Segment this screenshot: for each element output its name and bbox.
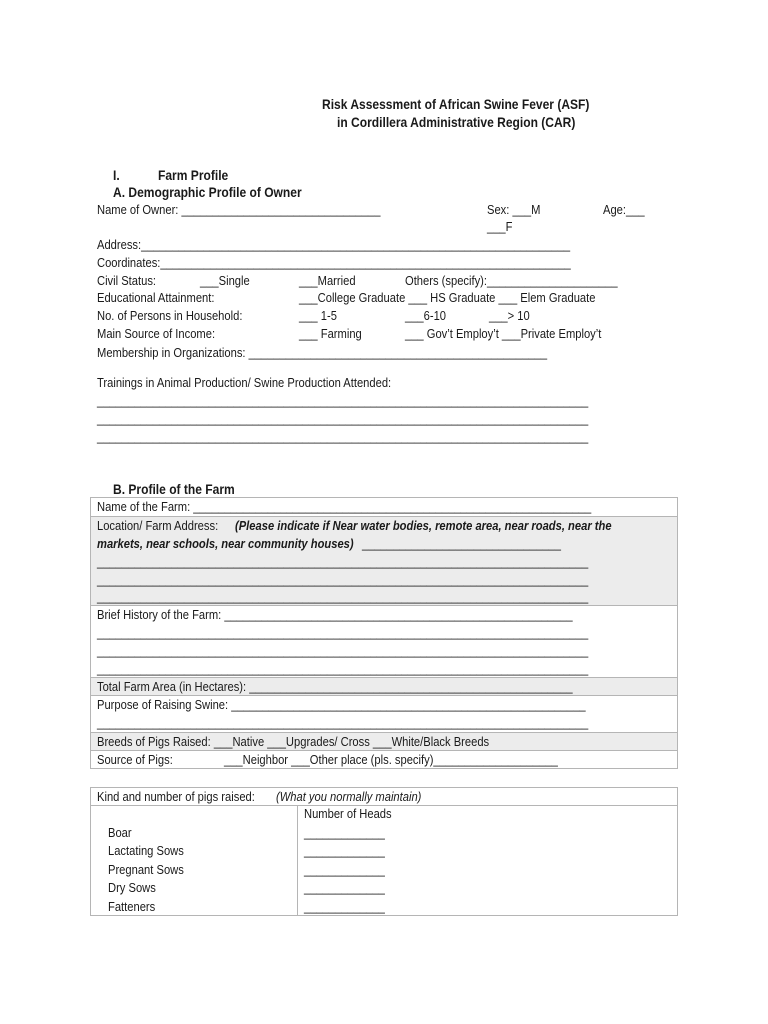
number-of-heads-field[interactable]: _____________ [304, 880, 385, 895]
membership-field[interactable]: Membership in Organizations: ________________________________________________ [97, 345, 548, 360]
pigs-table-heading: Kind and number of pigs raised: [97, 789, 255, 804]
pigs-table-note: (What you normally maintain) [276, 789, 422, 804]
history-line[interactable]: _______________________________________________________________________________ [97, 661, 589, 676]
sex-female-field[interactable]: ___F [487, 219, 513, 234]
number-of-heads-field[interactable]: _____________ [304, 899, 385, 914]
household-option-over-10[interactable]: ___> 10 [489, 308, 530, 323]
pig-type-label: Pregnant Sows [108, 862, 184, 877]
row-divider [90, 732, 678, 733]
breeds-field[interactable]: Breeds of Pigs Raised: ___Native ___Upgrades/ Cross ___White/Black Breeds [97, 734, 490, 749]
subsection-a-title: A. Demographic Profile of Owner [113, 184, 302, 200]
farm-name-field[interactable]: Name of the Farm: ________________________________________________________________ [97, 499, 592, 514]
age-field[interactable]: Age:___ [603, 202, 645, 217]
row-divider [90, 516, 678, 517]
education-options[interactable]: ___College Graduate ___ HS Graduate ___ Elem Graduate [299, 290, 596, 305]
purpose-field[interactable]: Purpose of Raising Swine: _________________________________________________________ [97, 697, 586, 712]
number-of-heads-header: Number of Heads [304, 806, 392, 821]
section-number: I. [113, 167, 120, 183]
row-divider [90, 695, 678, 696]
location-field[interactable]: ________________________________ [362, 536, 561, 551]
number-of-heads-field[interactable]: _____________ [304, 843, 385, 858]
section-title: Farm Profile [158, 167, 229, 183]
household-label: No. of Persons in Household: [97, 308, 243, 323]
trainings-line[interactable]: _______________________________________________________________________________ [97, 393, 589, 408]
income-farming-option[interactable]: ___ Farming [299, 326, 362, 341]
document-title-line2: in Cordillera Administrative Region (CAR) [337, 114, 576, 130]
subsection-b-title: B. Profile of the Farm [113, 481, 235, 497]
income-employment-options[interactable]: ___ Gov’t Employ’t ___Private Employ’t [405, 326, 602, 341]
civil-married-option[interactable]: ___Married [299, 273, 356, 288]
location-note: (Please indicate if Near water bodies, remote area, near roads, near the [235, 518, 612, 533]
trainings-label: Trainings in Animal Production/ Swine Production Attended: [97, 375, 392, 390]
number-of-heads-field[interactable]: _____________ [304, 825, 385, 840]
trainings-line[interactable]: _______________________________________________________________________________ [97, 411, 589, 426]
civil-status-label: Civil Status: [97, 273, 157, 288]
history-line[interactable]: _______________________________________________________________________________ [97, 643, 589, 658]
row-divider [90, 677, 678, 678]
pig-type-label: Dry Sows [108, 880, 156, 895]
location-note-continued: markets, near schools, near community houses) [97, 536, 354, 551]
document-title-line1: Risk Assessment of African Swine Fever (ASF) [322, 96, 590, 112]
location-line[interactable]: _______________________________________________________________________________ [97, 554, 589, 569]
income-label: Main Source of Income: [97, 326, 216, 341]
row-divider [90, 750, 678, 751]
location-label: Location/ Farm Address: [97, 518, 219, 533]
coordinates-field[interactable]: Coordinates:__________________________________________________________________ [97, 255, 571, 270]
history-line[interactable]: _______________________________________________________________________________ [97, 625, 589, 640]
household-option-6-10[interactable]: ___6-10 [405, 308, 447, 323]
pig-type-label: Fatteners [108, 899, 156, 914]
sex-male-field[interactable]: Sex: ___M [487, 202, 541, 217]
source-label: Source of Pigs: [97, 752, 173, 767]
household-option-1-5[interactable]: ___ 1-5 [299, 308, 337, 323]
pig-type-label: Lactating Sows [108, 843, 184, 858]
civil-single-option[interactable]: ___Single [200, 273, 250, 288]
pig-type-label: Boar [108, 825, 132, 840]
number-of-heads-field[interactable]: _____________ [304, 862, 385, 877]
location-line[interactable]: _______________________________________________________________________________ [97, 589, 589, 604]
column-divider [297, 805, 298, 916]
row-divider [90, 605, 678, 606]
owner-name-field[interactable]: Name of Owner: ________________________________ [97, 202, 381, 217]
farm-area-field[interactable]: Total Farm Area (in Hectares): ____________________________________________________ [97, 679, 573, 694]
education-label: Educational Attainment: [97, 290, 215, 305]
civil-others-field[interactable]: Others (specify):_____________________ [405, 273, 618, 288]
purpose-line[interactable]: _______________________________________________________________________________ [97, 715, 589, 730]
trainings-line[interactable]: _______________________________________________________________________________ [97, 429, 589, 444]
address-field[interactable]: Address:_____________________________________________________________________ [97, 237, 571, 252]
location-line[interactable]: _______________________________________________________________________________ [97, 572, 589, 587]
farm-history-field[interactable]: Brief History of the Farm: ________________________________________________________ [97, 607, 573, 622]
source-options[interactable]: ___Neighbor ___Other place (pls. specify)____________________ [224, 752, 558, 767]
